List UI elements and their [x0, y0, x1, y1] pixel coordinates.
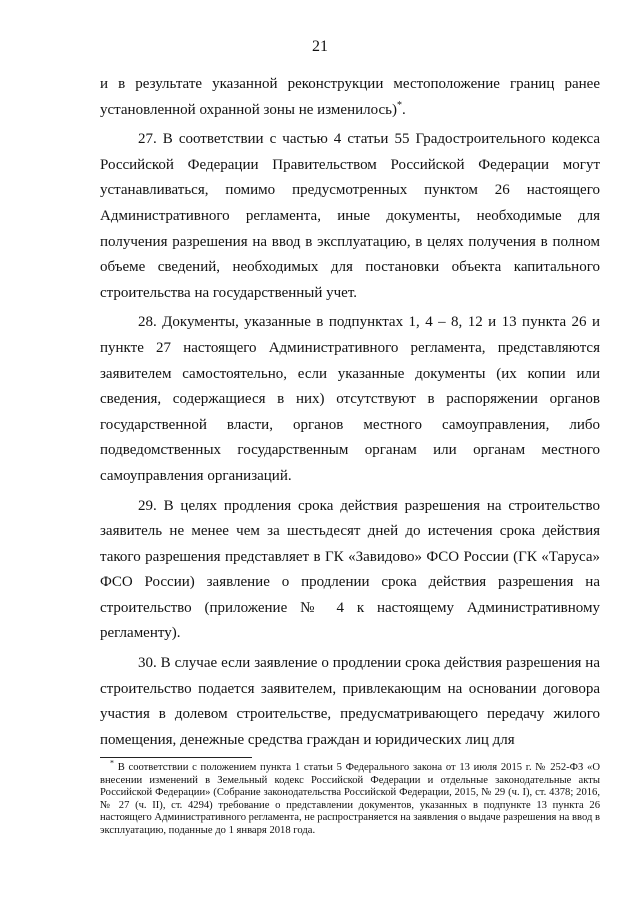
body-text: [100, 72, 600, 757]
paragraph-29: [100, 494, 600, 648]
paragraph-28: [100, 310, 600, 489]
paragraph-continuation: [100, 72, 600, 123]
paragraph-text: 27. В соответствии с частью 4 статьи 55 Градостроительного кодекса Российской Федерации Правительством Российской Федерации могут устанавливаться, помимо предусмотренных пунктом 26 настоящего Административного регламента, иные документы, необходимые для получения разрешения на ввод в эксплуатацию, в целях получения в полном объеме сведений, необходимых для постановки объекта капитального строительства на государственный учет.: [100, 131, 600, 301]
footnote: [100, 758, 600, 838]
page-number: 21: [312, 38, 328, 55]
paragraph-tail: .: [401, 101, 406, 118]
paragraph-27: [100, 127, 600, 306]
paragraph-text: 30. В случае если заявление о продлении срока действия разрешения на строительство подается заявителем, привлекающим на основании договора участия в долевом строительстве, предусматривающего передачу жилого помещения, денежные средства граждан и юридических лиц для: [100, 655, 600, 748]
footnote-divider: [100, 757, 252, 758]
footnote-text: В соответствии с положением пункта 1 статьи 5 Федерального закона от 13 июля 2015 г. № 252-ФЗ «О внесении изменений в Земельный кодекс Российской Федерации и отдельные законодательные акты Российской Федерации» (Собрание законодательства Российской Федерации, 2015, № 29 (ч. I), ст. 4378; 2016, № 27 (ч. II), ст. 4294) требование о представлении документов, указанных в подпункте 13 пункта 26 настоящего Административного регламента, не распространяется на заявления о выдаче разрешения на ввод в эксплуатацию, поданные до 1 января 2018 года.: [100, 762, 600, 836]
paragraph-30: [100, 651, 600, 753]
footnote-mark: *: [110, 758, 114, 768]
paragraph-text: 29. В целях продления срока действия разрешения на строительство заявитель не менее чем за шестьдесят дней до истечения срока действия такого разрешения представляет в ГК «Завидово» ФСО России (ГК «Таруса» ФСО России) заявление о продлении срока действия разрешения на строительство (приложение № 4 к настоящему Административному регламенту).: [100, 497, 600, 642]
paragraph-text: и в результате указанной реконструкции местоположение границ ранее установленной охранной зоны не изменилось): [100, 76, 600, 118]
footnote-reference-mark: *: [396, 99, 402, 111]
paragraph-text: 28. Документы, указанные в подпунктах 1, 4 – 8, 12 и 13 пункта 26 и пункте 27 настоящего Административного регламента, представляются заявителем самостоятельно, если указанные документы (их копии или сведения, содержащиеся в них) отсутствуют в распоряжении органов государственной власти, органов местного самоуправления, либо подведомственных государственным органам или органам местного самоуправления организаций.: [100, 314, 600, 484]
